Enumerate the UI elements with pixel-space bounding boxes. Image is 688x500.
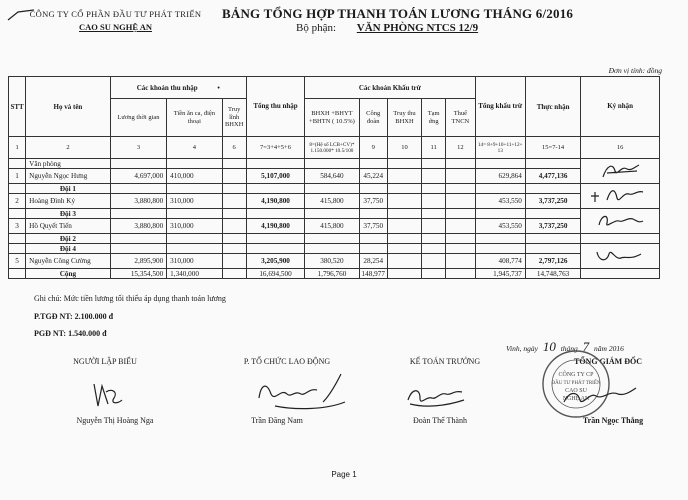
col-group-income — [110, 77, 246, 99]
group-row — [9, 244, 660, 254]
col-name: Họ và tên — [26, 77, 111, 137]
cell-stt: 5 — [9, 254, 26, 269]
document-title: BẢNG TỔNG HỢP THANH TOÁN LƯƠNG THÁNG 6/2016 — [222, 6, 574, 21]
group-label: Đội 3 — [26, 209, 111, 219]
colnum: 2 — [26, 137, 111, 159]
col-group-deduct: Các khoản Khấu trừ — [305, 77, 475, 99]
cell-name: Hồ Quyết Tiến — [26, 219, 111, 234]
table-row — [9, 219, 660, 234]
col-net: Thực nhận — [525, 77, 580, 137]
name-chief-accountant: Đoàn Thế Thành — [413, 416, 467, 425]
col-total-income: Tổng thu nhập — [246, 77, 304, 137]
name-director: Trần Ngọc Thắng — [582, 416, 644, 425]
col-backpay: Truy lĩnh BHXH — [222, 99, 246, 137]
group-row — [9, 234, 660, 244]
cell-stt: 3 — [9, 219, 26, 234]
cell-union: 37,750 — [359, 194, 387, 209]
date-day: 10 — [542, 339, 556, 354]
cell-stt: 1 — [9, 169, 26, 184]
cell-insurance: 415,800 — [305, 194, 359, 209]
total-insurance: 1,796,760 — [305, 269, 359, 279]
cell-deduct: 453,550 — [475, 219, 525, 234]
col-union: Công đoàn — [359, 99, 387, 137]
hr-signature-icon — [245, 366, 365, 414]
group-label: Đội 2 — [26, 234, 111, 244]
date-mid1: tháng — [560, 344, 578, 353]
sign-cell — [581, 184, 660, 209]
total-union: 148,977 — [359, 269, 387, 279]
role-preparer: NGƯỜI LẬP BIỂU — [73, 357, 137, 366]
cell-deduct: 453,550 — [475, 194, 525, 209]
company-line1: CÔNG TY CỔ PHẦN ĐẦU TƯ PHÁT TRIỂN — [29, 9, 202, 19]
colnum: 8=(Hệ số LCB+CV)* 1.150.000* 10.5/100 — [305, 137, 359, 159]
cell-meal: 310,000 — [167, 194, 222, 209]
colnum: 11 — [422, 137, 446, 159]
group-label: Văn phòng — [26, 159, 111, 169]
colnum: 4 — [167, 137, 222, 159]
signature-3-icon — [585, 209, 655, 231]
col-arrears: Truy thu BHXH — [387, 99, 421, 137]
total-label: Cộng — [26, 269, 111, 279]
cell-wage: 3,880,800 — [110, 219, 166, 234]
signature-1-icon — [585, 159, 655, 181]
cell-total: 5,107,000 — [246, 169, 304, 184]
table-row — [9, 194, 660, 209]
cell-union: 28,254 — [359, 254, 387, 269]
seal-line3: CAO SU — [565, 388, 587, 394]
colnum: 16 — [581, 137, 660, 159]
income-group-label: Các khoản thu nhập — [136, 83, 198, 92]
role-hr: P. TỔ CHỨC LAO ĐỘNG — [243, 357, 331, 366]
total-deduct: 1,945,737 — [475, 269, 525, 279]
group-row — [9, 209, 660, 219]
page-number: Page 1 — [331, 470, 357, 479]
colnum: 1 — [9, 137, 26, 159]
col-advance: Tạm ứng — [422, 99, 446, 137]
cell-total: 4,190,800 — [246, 219, 304, 234]
payroll-table — [8, 76, 660, 279]
department-line — [296, 22, 478, 34]
seal-line4: NGHỆ AN — [562, 396, 590, 402]
note-vice-director: PGĐ NT: 1.540.000 đ — [34, 329, 107, 338]
group-row — [9, 184, 660, 194]
colnum: 7=3+4+5+6 — [246, 137, 304, 159]
cell-total: 3,205,900 — [246, 254, 304, 269]
table-row — [9, 254, 660, 269]
cell-net: 3,737,250 — [525, 219, 580, 234]
note-min-wage: Ghi chú: Mức tiền lương tối thiểu áp dụng thanh toán lương — [34, 294, 226, 303]
accountant-signature-icon — [402, 378, 472, 414]
cell-insurance: 380,520 — [305, 254, 359, 269]
col-total-deduct: Tổng khấu trừ — [475, 77, 525, 137]
col-wage: Lương thời gian — [110, 99, 166, 137]
total-income: 16,694,500 — [246, 269, 304, 279]
cell-wage: 2,895,900 — [110, 254, 166, 269]
sign-cell — [581, 209, 660, 234]
total-row — [9, 269, 660, 279]
cell-deduct: 408,774 — [475, 254, 525, 269]
cell-union: 37,750 — [359, 219, 387, 234]
colnum: 10 — [387, 137, 421, 159]
cell-name: Nguyễn Công Cường — [26, 254, 111, 269]
group-label: Đội 1 — [26, 184, 111, 194]
cell-insurance: 584,640 — [305, 169, 359, 184]
cell-meal: 310,000 — [167, 254, 222, 269]
note-deputy-director: P.TGĐ NT: 2.100.000 đ — [34, 312, 114, 321]
company-line2: CAO SU NGHỆ AN — [79, 22, 152, 32]
cell-name: Nguyễn Ngọc Hưng — [26, 169, 111, 184]
department-label: Bộ phận: — [296, 22, 337, 34]
cell-insurance: 415,800 — [305, 219, 359, 234]
cell-net: 4,477,136 — [525, 169, 580, 184]
colnum: 9 — [359, 137, 387, 159]
colnum: 12 — [446, 137, 475, 159]
total-meal: 1,340,000 — [167, 269, 222, 279]
role-chief-accountant: KẾ TOÁN TRƯỞNG — [409, 357, 481, 366]
sign-cell — [581, 159, 660, 184]
total-wage: 15,354,500 — [110, 269, 166, 279]
col-meal: Tiền ăn ca, điện thoại — [167, 99, 222, 137]
preparer-signature-icon — [88, 378, 128, 412]
income-group-mark: • — [217, 83, 220, 92]
col-insurance: BHXH +BHYT +BHTN ( 10.5%) — [305, 99, 359, 137]
date-prefix: Vinh, ngày — [506, 344, 538, 353]
group-label: Đội 4 — [26, 244, 111, 254]
cell-union: 45,224 — [359, 169, 387, 184]
cell-wage: 3,880,800 — [110, 194, 166, 209]
col-stt: STT — [9, 77, 26, 137]
date-month: 7 — [582, 339, 590, 354]
company-block — [8, 8, 223, 34]
sign-cell — [581, 244, 660, 269]
cell-wage: 4,697,000 — [110, 169, 166, 184]
currency-unit: Đơn vị tính: đồng — [608, 66, 662, 75]
colnum: 14= 8+9+10+11+12+ 13 — [475, 137, 525, 159]
cell-name: Hoàng Đình Kỷ — [26, 194, 111, 209]
date-mid2: năm 2016 — [594, 344, 624, 353]
cell-net: 2,797,126 — [525, 254, 580, 269]
name-preparer: Nguyễn Thị Hoàng Nga — [76, 416, 154, 425]
name-hr: Trần Đăng Nam — [251, 416, 303, 425]
column-number-row — [9, 137, 660, 159]
total-net: 14,748,763 — [525, 269, 580, 279]
cell-stt: 2 — [9, 194, 26, 209]
col-tax: Thuế TNCN — [446, 99, 475, 137]
cell-deduct: 629,864 — [475, 169, 525, 184]
seal-line2: ĐẦU TƯ PHÁT TRIỂN — [551, 381, 601, 386]
seal-line1: CÔNG TY CP — [558, 372, 594, 378]
signature-2-icon — [585, 184, 655, 206]
colnum: 15=7-14 — [525, 137, 580, 159]
group-row — [9, 159, 660, 169]
colnum: 3 — [110, 137, 166, 159]
colnum: 6 — [222, 137, 246, 159]
cell-net: 3,737,250 — [525, 194, 580, 209]
director-signature-icon — [560, 382, 640, 412]
col-sign: Ký nhận — [581, 77, 660, 137]
cell-total: 4,190,800 — [246, 194, 304, 209]
department-value: VĂN PHÒNG NTCS 12/9 — [356, 22, 479, 34]
table-row — [9, 169, 660, 184]
signature-4-icon — [585, 244, 655, 266]
cell-meal: 310,000 — [167, 219, 222, 234]
role-director: TỔNG GIÁM ĐỐC — [574, 357, 642, 366]
cell-meal: 410,000 — [167, 169, 222, 184]
